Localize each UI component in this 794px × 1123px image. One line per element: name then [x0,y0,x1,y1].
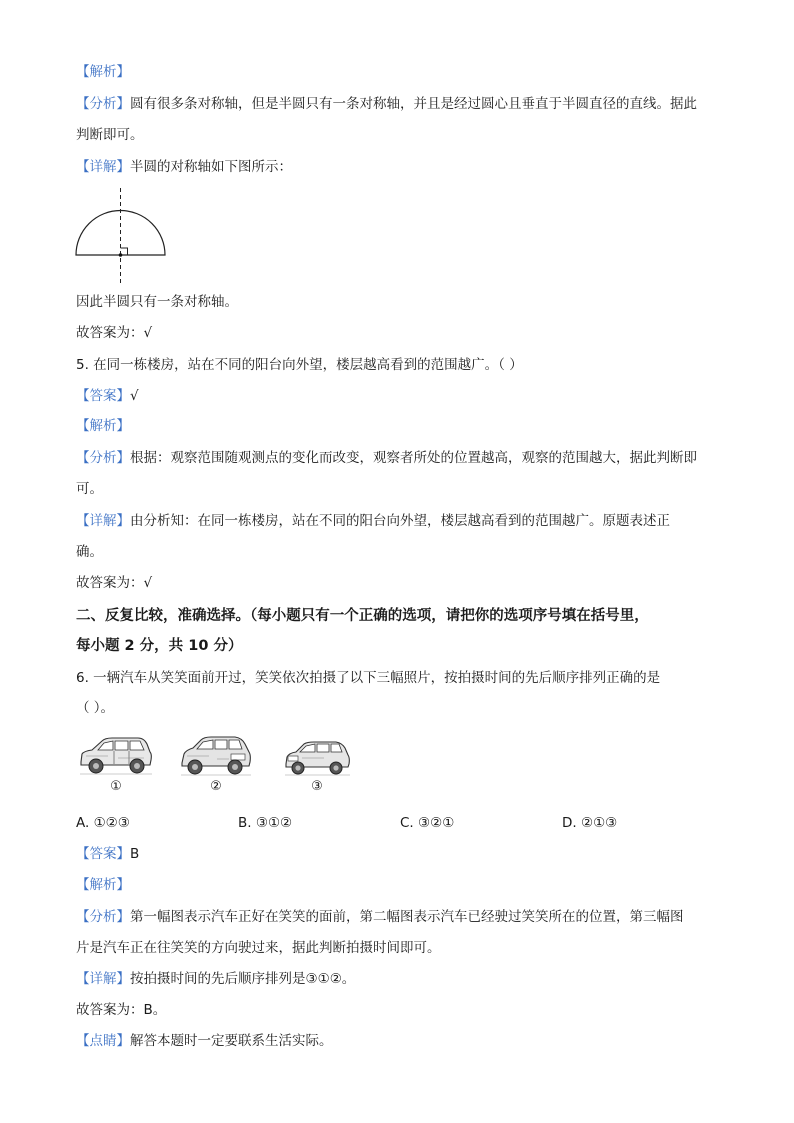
q5-answer-line: 故答案为：√ [76,575,153,591]
car-photo-rear-view [179,736,253,778]
q5-detail-line1 [76,511,670,531]
q5-answer-tag: 【答案】 [76,388,130,404]
q5-xiangjie-tag: 【详解】 [76,513,130,529]
center-dot [119,253,123,257]
q6-fenxi-tag: 【分析】 [76,909,130,925]
q6-dianjing-text: 解答本题时一定要联系生活实际。 [130,1033,333,1049]
q5-analysis-line1 [76,448,697,468]
q6-xiangjie-text: 按拍摄时间的先后顺序排列是③①②。 [130,971,356,987]
q5-answer-value: √ [130,388,139,404]
q6-option-b: B. ③①② [238,815,293,831]
q6-dianjing-line [76,1031,333,1051]
car-photo-front-view [284,740,352,778]
q6-analysis-line1 [76,907,684,927]
q4-analysis-line2: 判断即可。 [76,127,144,143]
right-angle-mark [121,248,128,255]
car-photo-side-view [78,736,154,778]
q6-image-caption-3: ③ [311,779,323,794]
q6-answer [76,844,139,864]
q4-conclusion: 因此半圆只有一条对称轴。 [76,294,238,310]
q6-dianjing-tag: 【点睛】 [76,1033,130,1049]
q6-option-c: C. ③②① [400,815,455,831]
q6-image-caption-1: ① [110,779,122,794]
q6-answer-tag: 【答案】 [76,846,130,862]
q4-detail-line [76,157,292,177]
q5-detail-line2: 确。 [76,544,103,560]
q6-option-a: A. ①②③ [76,815,130,831]
q6-detail-line [76,969,355,989]
semicircle-arc [76,211,165,256]
q4-analysis-tag: 【解析】 [76,64,130,80]
q4-fenxi-text: 圆有很多条对称轴，但是半圆只有一条对称轴，并且是经过圆心且垂直于半圆直径的直线。据此 [130,96,697,112]
q4-fenxi-tag: 【分析】 [76,96,130,112]
q6-analysis-line2: 片是汽车正在往笑笑的方向驶过来，据此判断拍摄时间即可。 [76,940,441,956]
q6-answer-value: B [130,846,140,862]
q5-question: 5. 在同一栋楼房，站在不同的阳台向外望，楼层越高看到的范围越广。（ ） [76,357,523,373]
q6-fenxi-text: 第一幅图表示汽车正好在笑笑的面前，第二幅图表示汽车已经驶过笑笑所在的位置，第三幅图 [130,909,684,925]
q4-analysis-line1 [76,94,697,114]
q4-xiangjie-tag: 【详解】 [76,159,130,175]
q4-answer-line: 故答案为：√ [76,325,153,341]
q5-analysis-tag: 【解析】 [76,418,130,434]
q5-xiangjie-text: 由分析知：在同一栋楼房，站在不同的阳台向外望，楼层越高看到的范围越广。原题表述正 [130,513,670,529]
q6-answer-line: 故答案为：B。 [76,1002,167,1018]
q6-question-line1: 6. 一辆汽车从笑笑面前开过，笑笑依次拍摄了以下三幅照片，按拍摄时间的先后顺序排列正确的是 [76,670,661,686]
section2-title-line1: 二、反复比较，准确选择。（每小题只有一个正确的选项，请把你的选项序号填在括号里， [76,608,649,624]
q6-analysis-tag: 【解析】 [76,877,130,893]
q6-xiangjie-tag: 【详解】 [76,971,130,987]
q4-xiangjie-text: 半圆的对称轴如下图所示： [130,159,292,175]
q5-fenxi-tag: 【分析】 [76,450,130,466]
q6-image-caption-2: ② [210,779,222,794]
q5-answer [76,386,139,406]
q6-option-d: D. ②①③ [562,815,618,831]
q6-question-line2: （ ）。 [76,700,115,716]
section2-title-line2: 每小题 2 分，共 10 分） [76,638,243,654]
q5-fenxi-text: 根据：观察范围随观测点的变化而改变，观察者所处的位置越高，观察的范围越大，据此判断即 [130,450,697,466]
q5-analysis-line2: 可。 [76,481,103,497]
